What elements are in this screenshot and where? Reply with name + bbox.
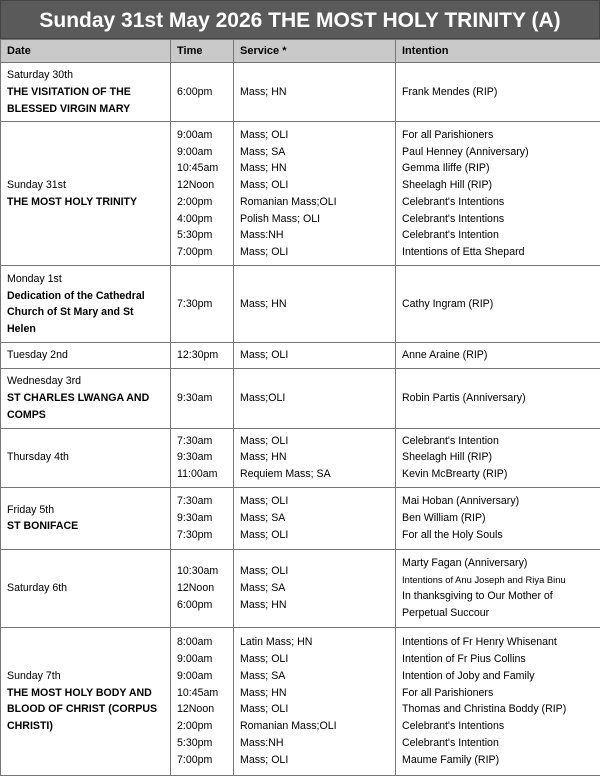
time-entry: 6:00pm [177, 598, 213, 611]
service-cell [234, 266, 396, 343]
service-entry: Requiem Mass; SA [240, 468, 331, 481]
intention-entry: In thanksgiving to Our Mother of [402, 590, 553, 603]
service-entry: Mass; OLI [240, 246, 289, 259]
service-cell [234, 487, 396, 549]
day-label: Tuesday 2nd [7, 349, 68, 362]
time-entry: 2:00pm [177, 720, 213, 733]
table-row [1, 122, 600, 266]
date-cell [1, 627, 171, 775]
service-entry: Mass:NH [240, 737, 284, 750]
day-label: Thursday 4th [7, 451, 69, 464]
table-row [1, 266, 600, 343]
time-cell [171, 627, 234, 775]
intention-entry: Gemma Iliffe (RIP) [402, 162, 490, 175]
feast-label: ST BONIFACE [7, 520, 79, 533]
date-cell [1, 549, 171, 627]
time-entry: 9:00am [177, 653, 213, 666]
service-entry: Mass; HN [240, 85, 287, 98]
mass-schedule-table [0, 39, 600, 776]
time-cell [171, 369, 234, 428]
service-entry: Mass; OLI [240, 349, 289, 362]
table-row [1, 63, 600, 122]
intention-cell [396, 487, 600, 549]
table-row [1, 627, 600, 775]
feast-label: ST CHARLES LWANGA AND COMPS [7, 391, 150, 421]
service-entry: Mass; HN [240, 686, 287, 699]
intention-cell [396, 122, 600, 266]
schedule-body [1, 63, 600, 776]
intention-cell [396, 428, 600, 487]
intention-entry: Celebrant's Intentions [402, 195, 505, 208]
time-entry: 9:30am [177, 451, 213, 464]
table-row [1, 549, 600, 627]
intention-cell [396, 63, 600, 122]
time-entry: 10:45am [177, 162, 219, 175]
table-row [1, 369, 600, 428]
day-label: Friday 5th [7, 503, 55, 516]
service-entry: Mass; OLI [240, 128, 289, 141]
feast-label: THE VISITATION OF THE BLESSED VIRGIN MARY [7, 85, 131, 115]
day-label: Saturday 30th [7, 69, 73, 81]
intention-entry: Marty Fagan (Anniversary) [402, 556, 528, 569]
intention-entry: Anne Araine (RIP) [402, 349, 488, 362]
service-cell [234, 122, 396, 266]
intention-entry: For all the Holy Souls [402, 528, 503, 541]
service-entry: Mass; OLI [240, 565, 289, 578]
date-cell [1, 122, 171, 266]
intention-entry: Celebrant's Intentions [402, 720, 505, 733]
service-entry: Mass; HN [240, 598, 287, 611]
intention-entry: For all Parishioners [402, 686, 494, 699]
time-cell [171, 266, 234, 343]
service-cell [234, 428, 396, 487]
service-cell [234, 343, 396, 369]
intention-entry: Paul Henney (Anniversary) [402, 145, 529, 158]
service-entry: Romanian Mass;OLI [240, 720, 337, 733]
intention-entry: Maume Family (RIP) [402, 753, 500, 766]
time-entry: 10:30am [177, 565, 219, 578]
intention-entry: Frank Mendes (RIP) [402, 85, 498, 98]
time-entry: 7:30pm [177, 528, 213, 541]
intention-entry: Ben William (RIP) [402, 512, 486, 525]
day-label: Sunday 7th [7, 669, 61, 682]
date-cell [1, 369, 171, 428]
intention-cell [396, 549, 600, 627]
service-entry: Mass; OLI [240, 753, 289, 766]
service-entry: Mass; OLI [240, 495, 289, 508]
service-cell [234, 627, 396, 775]
time-entry: 9:00am [177, 145, 213, 158]
service-entry: Romanian Mass;OLI [240, 195, 337, 208]
intention-cell [396, 266, 600, 343]
table-row [1, 343, 600, 369]
time-entry: 9:00am [177, 128, 213, 141]
date-cell [1, 487, 171, 549]
intention-entry: Celebrant's Intention [402, 434, 499, 447]
intention-entry: Intentions of Fr Henry Whisenant [402, 636, 557, 649]
intention-entry: Intentions of Etta Shepard [402, 246, 525, 259]
service-entry: Mass; OLI [240, 179, 289, 192]
service-entry: Polish Mass; OLI [240, 212, 321, 225]
service-entry: Mass; SA [240, 582, 286, 595]
intention-cell [396, 369, 600, 428]
service-entry: Mass; HN [240, 297, 287, 310]
time-entry: 9:30am [177, 512, 213, 525]
day-label: Saturday 6th [7, 582, 68, 595]
service-entry: Mass; OLI [240, 528, 289, 541]
intention-cell [396, 627, 600, 775]
intention-entry: Sheelagh Hill (RIP) [402, 451, 493, 464]
time-entry: 5:30pm [177, 229, 213, 242]
table-row [1, 487, 600, 549]
date-cell [1, 63, 171, 122]
intention-entry: Sheelagh Hill (RIP) [402, 179, 493, 192]
time-entry: 12Noon [177, 703, 215, 716]
time-entry: 6:00pm [177, 85, 213, 98]
column-header-time: Time [171, 40, 234, 63]
intention-entry: Kevin McBrearty (RIP) [402, 468, 508, 481]
day-label: Sunday 31st [7, 179, 66, 192]
service-entry: Mass; OLI [240, 653, 289, 666]
time-cell [171, 122, 234, 266]
time-entry: 5:30pm [177, 737, 213, 750]
date-cell [1, 343, 171, 369]
page-title: Sunday 31st May 2026 THE MOST HOLY TRINITY (A) [0, 0, 600, 39]
time-entry: 12:30pm [177, 349, 219, 362]
time-cell [171, 549, 234, 627]
time-entry: 7:00pm [177, 246, 213, 259]
time-entry: 8:00am [177, 636, 213, 649]
service-entry: Mass; SA [240, 512, 286, 525]
intention-entry: Cathy Ingram (RIP) [402, 297, 494, 310]
time-entry: 10:45am [177, 686, 219, 699]
intention-entry: Intention of Joby and Family [402, 669, 535, 682]
time-entry: 11:00am [177, 468, 218, 481]
column-header-service: Service * [234, 40, 396, 63]
table-row [1, 428, 600, 487]
time-cell [171, 428, 234, 487]
feast-label: Dedication of the Cathedral Church of St Mary and St Helen [7, 289, 145, 336]
time-entry: 2:00pm [177, 195, 213, 208]
service-entry: Mass:NH [240, 229, 284, 242]
time-entry: 7:30am [177, 434, 213, 447]
intention-entry: Celebrant's Intention [402, 229, 499, 242]
date-cell [1, 266, 171, 343]
day-label: Monday 1st [7, 272, 62, 285]
day-label: Wednesday 3rd [7, 375, 82, 388]
intention-entry: Thomas and Christina Boddy (RIP) [402, 703, 567, 716]
time-entry: 7:30am [177, 495, 213, 508]
time-entry: 12Noon [177, 582, 215, 595]
service-entry: Mass; SA [240, 145, 286, 158]
service-entry: Mass; OLI [240, 703, 289, 716]
feast-label: THE MOST HOLY BODY AND BLOOD OF CHRIST (CORPUS CHRISTI) [7, 686, 158, 733]
intention-entry: For all Parishioners [402, 128, 494, 141]
intention-entry: Celebrant's Intention [402, 737, 499, 750]
time-cell [171, 343, 234, 369]
intention-cell [396, 343, 600, 369]
service-entry: Mass; OLI [240, 434, 289, 447]
intention-entry: Intention of Fr Pius Collins [402, 653, 526, 666]
service-entry: Mass;OLI [240, 391, 286, 404]
intention-entry: Celebrant's Intentions [402, 212, 505, 225]
intention-entry: Intentions of Anu Joseph and Riya Binu [402, 573, 566, 585]
intention-entry: Perpetual Succour [402, 607, 490, 620]
service-cell [234, 63, 396, 122]
service-entry: Mass; HN [240, 162, 287, 175]
time-entry: 7:30pm [177, 297, 213, 310]
time-entry: 4:00pm [177, 212, 213, 225]
intention-entry: Mai Hoban (Anniversary) [402, 495, 520, 508]
time-cell [171, 487, 234, 549]
feast-label: THE MOST HOLY TRINITY [7, 195, 138, 208]
column-header-date: Date [1, 40, 171, 63]
column-header-intention: Intention [396, 40, 600, 63]
service-entry: Latin Mass; HN [240, 636, 313, 649]
service-cell [234, 369, 396, 428]
table-header-row [1, 40, 600, 63]
time-entry: 7:00pm [177, 753, 213, 766]
time-entry: 9:00am [177, 669, 213, 682]
intention-entry: Robin Partis (Anniversary) [402, 391, 526, 404]
service-entry: Mass; HN [240, 451, 287, 464]
time-entry: 9:30am [177, 391, 213, 404]
time-cell [171, 63, 234, 122]
date-cell [1, 428, 171, 487]
service-cell [234, 549, 396, 627]
time-entry: 12Noon [177, 179, 215, 192]
service-entry: Mass; SA [240, 669, 286, 682]
